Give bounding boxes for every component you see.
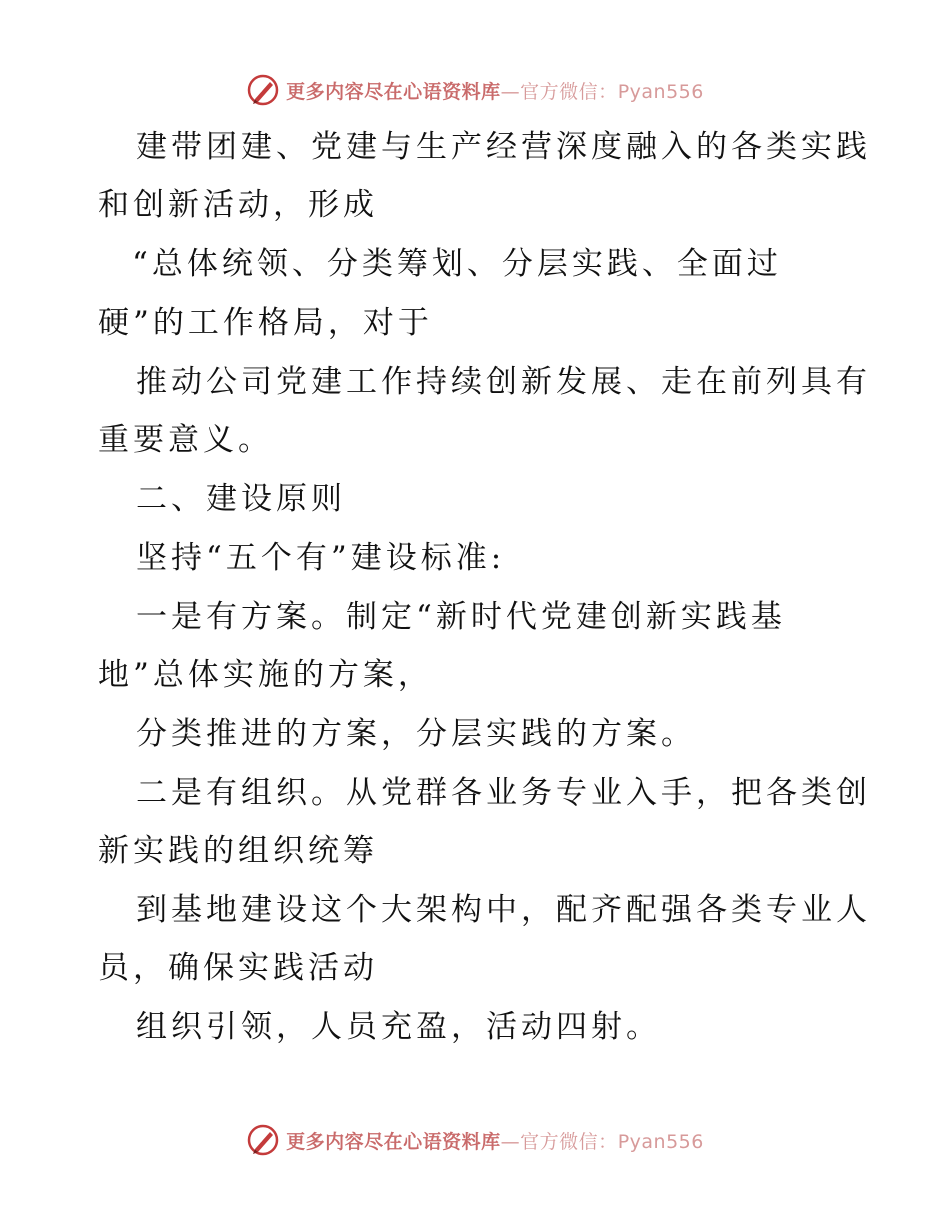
body-line: “总体统领、分类筹划、分层实践、全面过 — [132, 246, 782, 282]
body-line: 员，确保实践活动 — [98, 950, 378, 986]
body-line: 一是有方案。制定“新时代党建创新实践基 — [136, 599, 786, 635]
watermark-text — [286, 1127, 704, 1154]
header-watermark — [0, 70, 950, 110]
body-line: 硬”的工作格局，对于 — [98, 305, 433, 341]
body-line: 坚持“五个有”建设标准: — [136, 540, 506, 576]
pen-logo-icon — [246, 73, 280, 107]
section-heading: 二、建设原则 — [136, 481, 346, 517]
body-line: 和创新活动，形成 — [98, 187, 378, 223]
watermark-site-name: 更多内容尽在心语资料库 — [286, 80, 501, 103]
body-line: 重要意义。 — [98, 422, 273, 458]
watermark-dash: — — [500, 1130, 521, 1153]
body-line: 组织引领，人员充盈，活动四射。 — [136, 1009, 661, 1045]
watermark-handle: Pyan556 — [617, 1130, 704, 1153]
watermark-text — [286, 77, 704, 104]
body-line: 建带团建、党建与生产经营深度融入的各类实践 — [136, 129, 871, 165]
watermark-handle: Pyan556 — [617, 80, 704, 103]
body-line: 到基地建设这个大架构中，配齐配强各类专业人 — [136, 892, 871, 928]
watermark-site-name: 更多内容尽在心语资料库 — [286, 1130, 501, 1153]
watermark-wechat-label: 官方微信： — [520, 80, 618, 103]
watermark-dash: — — [500, 80, 521, 103]
footer-watermark — [0, 1120, 950, 1160]
body-line: 分类推进的方案，分层实践的方案。 — [136, 716, 696, 752]
pen-logo-icon — [246, 1123, 280, 1157]
body-line: 新实践的组织统筹 — [98, 833, 378, 869]
body-line: 二是有组织。从党群各业务专业入手，把各类创 — [136, 775, 871, 811]
watermark-wechat-label: 官方微信： — [520, 1130, 618, 1153]
body-line: 地”总体实施的方案， — [98, 657, 433, 693]
body-line: 推动公司党建工作持续创新发展、走在前列具有 — [136, 364, 871, 400]
